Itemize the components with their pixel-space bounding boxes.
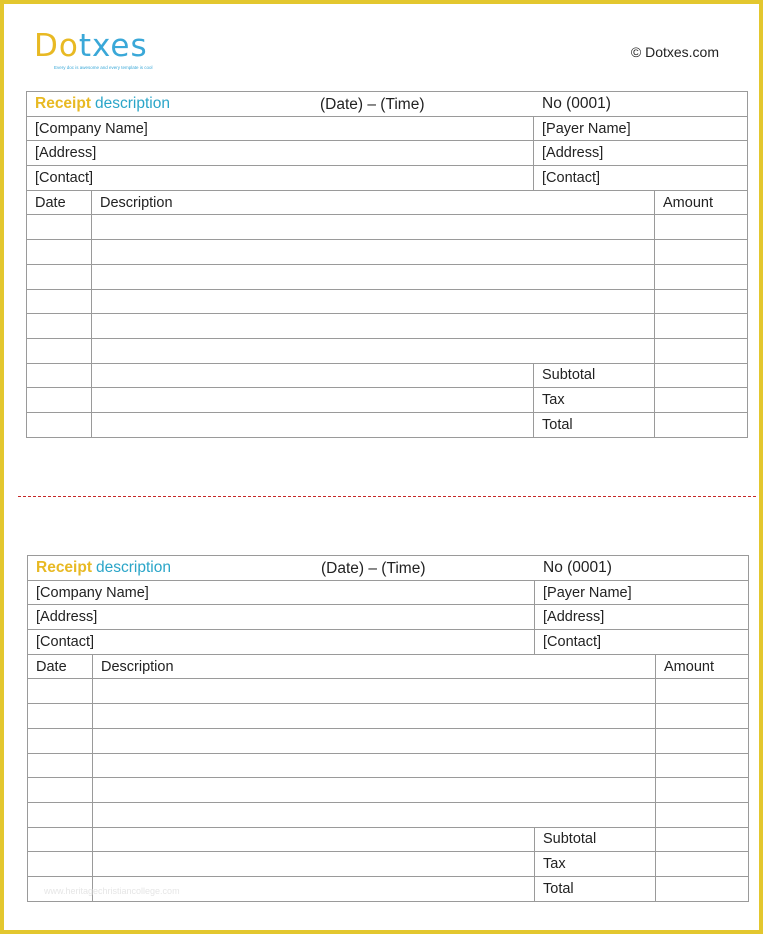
receipt-datetime: (Date) – (Time) [321, 560, 426, 577]
receipt-table-1 [26, 91, 748, 438]
subtotal-row [27, 363, 748, 388]
date-cell[interactable] [28, 778, 93, 803]
company-name: [Company Name] [28, 580, 535, 605]
description-cell[interactable] [92, 338, 655, 363]
company-name: [Company Name] [27, 116, 534, 141]
tax-row [27, 388, 748, 413]
date-cell[interactable] [28, 728, 93, 753]
payer-address: [Address] [535, 605, 749, 630]
total-amount[interactable] [655, 412, 748, 437]
description-cell[interactable] [92, 289, 655, 314]
table-row [27, 314, 748, 339]
info-row-name [27, 116, 748, 141]
description-cell[interactable] [92, 215, 655, 240]
logo-wordmark: Dotxes [34, 28, 148, 64]
date-cell[interactable] [27, 289, 92, 314]
subtotal-amount[interactable] [656, 827, 749, 852]
amount-cell[interactable] [655, 314, 748, 339]
total-label: Total [534, 412, 655, 437]
dotxes-logo [34, 28, 174, 72]
column-header-date: Date [27, 190, 92, 215]
date-cell[interactable] [27, 240, 92, 265]
table-row [28, 728, 749, 753]
payer-contact: [Contact] [534, 166, 748, 191]
table-row [28, 753, 749, 778]
cut-line-divider [18, 496, 756, 497]
amount-cell[interactable] [655, 215, 748, 240]
amount-cell[interactable] [656, 753, 749, 778]
date-cell[interactable] [27, 314, 92, 339]
description-cell[interactable] [93, 728, 656, 753]
column-header-amount: Amount [655, 190, 748, 215]
description-cell[interactable] [93, 753, 656, 778]
company-contact: [Contact] [27, 166, 534, 191]
amount-cell[interactable] [656, 802, 749, 827]
receipt-datetime: (Date) – (Time) [320, 96, 425, 113]
receipt-table-2 [27, 555, 749, 902]
description-cell[interactable] [93, 852, 535, 877]
receipt-header-row [27, 92, 748, 117]
description-cell[interactable] [92, 240, 655, 265]
payer-contact: [Contact] [535, 630, 749, 655]
copyright-text: © Dotxes.com [630, 44, 719, 60]
receipt-header-row [28, 556, 749, 581]
description-cell[interactable] [92, 264, 655, 289]
amount-cell[interactable] [656, 679, 749, 704]
receipt-title-word: Receipt [36, 558, 92, 576]
table-row [27, 264, 748, 289]
column-header-date: Date [28, 654, 93, 679]
receipt-title-cell [28, 556, 535, 581]
receipt-title-description: description [96, 558, 171, 576]
receipt-title-word: Receipt [35, 94, 91, 112]
logo-tagline: Every doc is awesome and every template is cool [54, 65, 153, 70]
table-row [28, 679, 749, 704]
description-cell[interactable] [92, 314, 655, 339]
description-cell[interactable] [92, 412, 534, 437]
info-row-contact [27, 166, 748, 191]
date-cell[interactable] [28, 679, 93, 704]
table-row [27, 289, 748, 314]
column-header-amount: Amount [656, 654, 749, 679]
subtotal-label: Subtotal [534, 363, 655, 388]
tax-row [28, 852, 749, 877]
description-cell[interactable] [93, 827, 535, 852]
tax-amount[interactable] [656, 852, 749, 877]
amount-cell[interactable] [656, 728, 749, 753]
description-cell[interactable] [92, 363, 534, 388]
receipt-title-cell [27, 92, 534, 117]
total-label: Total [535, 876, 656, 901]
table-row [27, 338, 748, 363]
tax-label: Tax [534, 388, 655, 413]
amount-cell[interactable] [656, 704, 749, 729]
company-address: [Address] [28, 605, 535, 630]
date-cell[interactable] [27, 215, 92, 240]
column-header-description: Description [93, 654, 656, 679]
company-contact: [Contact] [28, 630, 535, 655]
table-row [27, 240, 748, 265]
description-cell[interactable] [92, 388, 534, 413]
payer-name: [Payer Name] [534, 116, 748, 141]
description-cell[interactable] [93, 778, 656, 803]
date-cell[interactable] [28, 827, 93, 852]
description-cell[interactable] [93, 802, 656, 827]
date-cell[interactable] [28, 802, 93, 827]
table-row [28, 802, 749, 827]
table-row [27, 215, 748, 240]
amount-cell[interactable] [655, 264, 748, 289]
date-cell[interactable] [27, 363, 92, 388]
amount-cell[interactable] [655, 338, 748, 363]
date-cell[interactable] [28, 852, 93, 877]
total-amount[interactable] [656, 876, 749, 901]
date-cell[interactable] [28, 704, 93, 729]
description-cell[interactable] [93, 679, 656, 704]
payer-name: [Payer Name] [535, 580, 749, 605]
amount-cell[interactable] [655, 240, 748, 265]
info-row-contact [28, 630, 749, 655]
info-row-address [27, 141, 748, 166]
date-cell[interactable] [27, 338, 92, 363]
column-header-row [27, 190, 748, 215]
table-row [28, 778, 749, 803]
subtotal-amount[interactable] [655, 363, 748, 388]
date-cell[interactable] [27, 388, 92, 413]
subtotal-label: Subtotal [535, 827, 656, 852]
info-row-name [28, 580, 749, 605]
receipt-number: No (0001) [535, 556, 749, 581]
description-cell[interactable] [93, 704, 656, 729]
column-header-row [28, 654, 749, 679]
date-cell[interactable] [28, 753, 93, 778]
column-header-description: Description [92, 190, 655, 215]
total-row [27, 412, 748, 437]
amount-cell[interactable] [655, 289, 748, 314]
table-row [28, 704, 749, 729]
receipt-title-description: description [95, 94, 170, 112]
date-cell[interactable] [27, 264, 92, 289]
payer-address: [Address] [534, 141, 748, 166]
company-address: [Address] [27, 141, 534, 166]
subtotal-row [28, 827, 749, 852]
info-row-address [28, 605, 749, 630]
tax-amount[interactable] [655, 388, 748, 413]
watermark-text: www.heritagechristiancollege.com [44, 886, 180, 896]
date-cell[interactable] [27, 412, 92, 437]
receipt-number: No (0001) [534, 92, 748, 117]
tax-label: Tax [535, 852, 656, 877]
amount-cell[interactable] [656, 778, 749, 803]
